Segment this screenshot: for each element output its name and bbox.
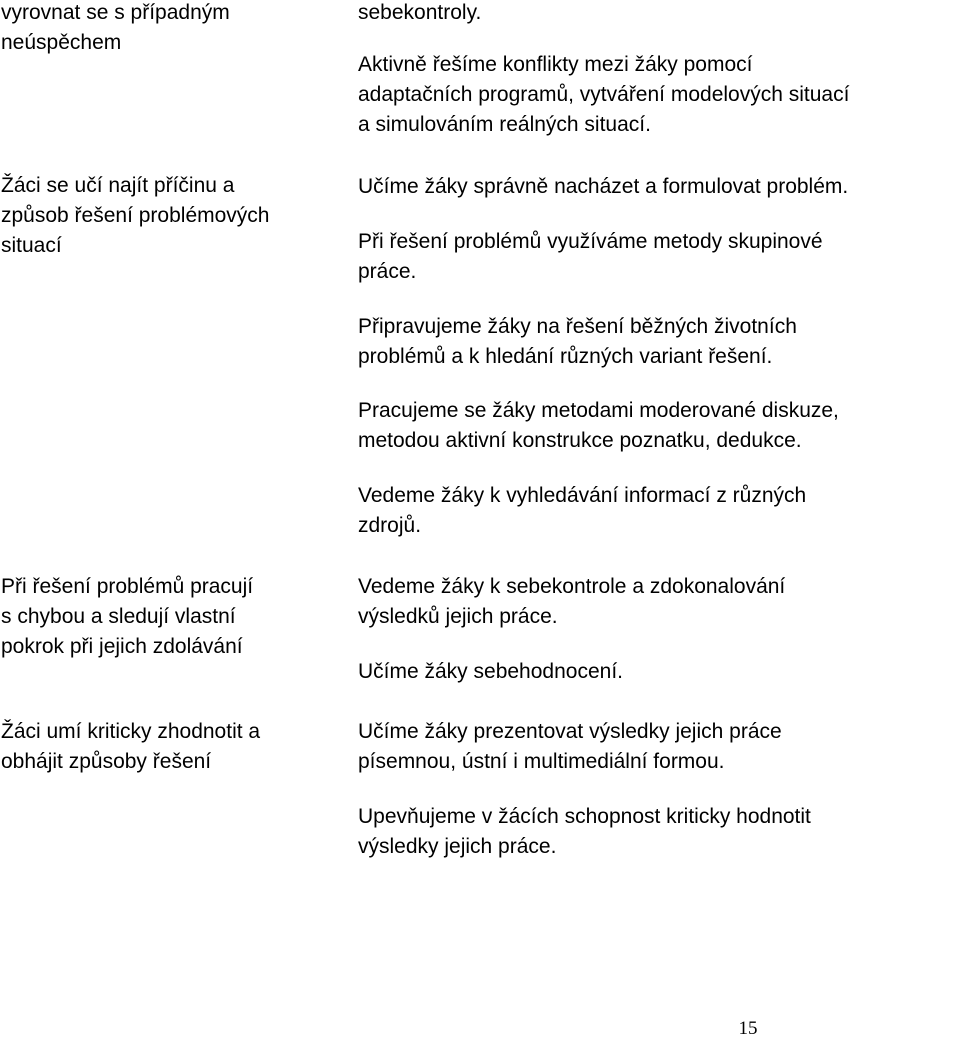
right-item-7 [358, 481, 806, 541]
text-line: výsledků jejich práce. [358, 605, 558, 628]
right-item-1 [358, 0, 481, 28]
page-number: 15 [738, 1018, 758, 1039]
right-item-3 [358, 172, 848, 202]
text-line: výsledky jejich práce. [358, 835, 557, 858]
text-line: Učíme žáky správně nacházet a formulovat problém. [358, 175, 849, 198]
text-line: neúspěchem [1, 31, 122, 54]
text-line: obhájit způsoby řešení [1, 750, 212, 773]
text-line: Upevňujeme v žácích schopnost kriticky hodnotit [358, 805, 811, 828]
text-line: Aktivně řešíme konflikty mezi žáky pomocí [358, 53, 753, 76]
text-line: problémů a k hledání různých variant řešení. [358, 345, 773, 368]
text-line: Učíme žáky sebehodnocení. [358, 660, 623, 683]
text-line: Připravujeme žáky na řešení běžných životních [358, 315, 797, 338]
right-item-11 [358, 802, 811, 862]
text-line: písemnou, ústní i multimediální formou. [358, 750, 725, 773]
right-item-10 [358, 717, 782, 777]
left-item-1 [1, 0, 230, 58]
text-line: způsob řešení problémových [1, 204, 270, 227]
text-line: a simulováním reálných situací. [358, 113, 651, 136]
left-item-2 [1, 171, 269, 261]
text-line: Žáci se učí najít příčinu a [1, 174, 235, 197]
text-line: zdrojů. [358, 514, 422, 537]
text-line: Vedeme žáky k vyhledávání informací z různých [358, 484, 807, 507]
text-line: Vedeme žáky k sebekontrole a zdokonalování [358, 575, 786, 598]
right-item-5 [358, 312, 797, 372]
text-line: Pracujeme se žáky metodami moderované diskuze, [358, 399, 839, 422]
text-line: situací [1, 234, 62, 257]
text-line: Učíme žáky prezentovat výsledky jejich práce [358, 720, 782, 743]
left-item-4 [1, 717, 260, 777]
right-item-8 [358, 572, 785, 632]
right-item-4 [358, 227, 823, 287]
text-line: adaptačních programů, vytváření modelových situací [358, 83, 850, 106]
text-line: Při řešení problémů využíváme metody skupinové [358, 230, 823, 253]
text-line: Žáci umí kriticky zhodnotit a [1, 720, 261, 743]
text-line: práce. [358, 260, 417, 283]
text-line: sebekontroly. [358, 1, 482, 24]
text-line: vyrovnat se s případným [1, 1, 230, 24]
text-line: s chybou a sledují vlastní [1, 605, 236, 628]
right-item-2 [358, 50, 849, 140]
text-line: metodou aktivní konstrukce poznatku, dedukce. [358, 429, 802, 452]
text-line: pokrok při jejich zdolávání [1, 635, 243, 658]
right-item-6 [358, 396, 839, 456]
right-item-9 [358, 657, 623, 687]
text-line: Při řešení problémů pracují [1, 575, 254, 598]
left-item-3 [1, 572, 253, 662]
